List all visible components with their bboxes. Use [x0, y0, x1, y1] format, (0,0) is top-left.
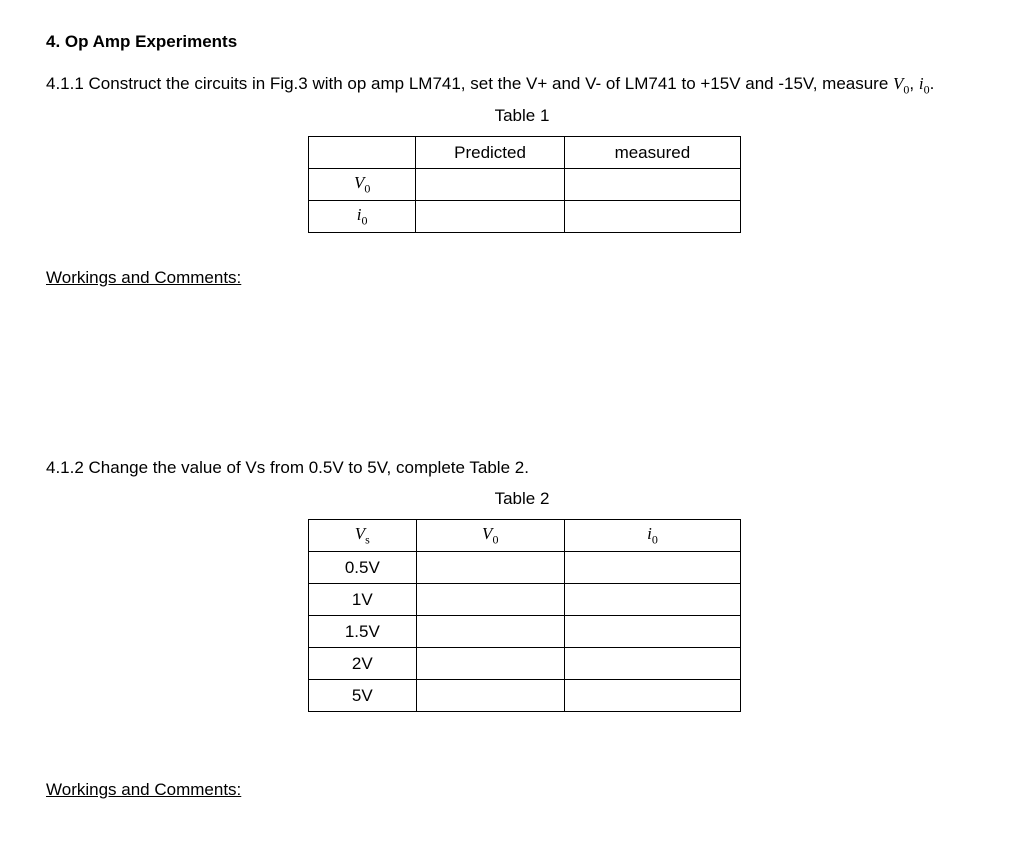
table-2-header-vo: $V_0$	[416, 520, 564, 552]
table-2-vs-value: 2V	[309, 648, 417, 680]
table-1	[308, 136, 741, 233]
table-row	[309, 680, 741, 712]
table-2-vs-value: 0.5V	[309, 552, 417, 584]
table-row	[309, 552, 741, 584]
table-1-header-row	[309, 137, 741, 169]
table-2-cell[interactable]	[564, 680, 740, 712]
io-symbol: $i_0$	[918, 74, 930, 97]
table-1-cell-vo-predicted[interactable]	[416, 169, 564, 201]
table-1-row-label: $i_0$	[309, 201, 416, 233]
table-2-header-vs: $V_s$	[309, 520, 417, 552]
table-2-cell[interactable]	[564, 584, 740, 616]
table-2-vs-value: 1.5V	[309, 616, 417, 648]
table-1-header-empty	[309, 137, 416, 169]
table-2-caption: Table 2	[494, 489, 550, 508]
table-1-cell-vo-measured[interactable]	[564, 169, 740, 201]
table-2-cell[interactable]	[564, 616, 740, 648]
vo-symbol: $V_0$	[893, 74, 910, 97]
section-heading: 4. Op Amp Experiments	[46, 32, 238, 51]
table-1-header-measured: measured	[564, 137, 740, 169]
table-2-vs-value: 5V	[309, 680, 417, 712]
instruction-4-1-1: 4.1.1 Construct the circuits in Fig.3 with op amp LM741, set the V+ and V- of LM741 to +15V and -15V, measure $V_0$, $i_0$.	[46, 74, 935, 97]
table-2-cell[interactable]	[416, 584, 564, 616]
table-1-row-label: $V_0$	[309, 169, 416, 201]
table-2-cell[interactable]	[416, 648, 564, 680]
instruction-text: 4.1.1 Construct the circuits in Fig.3 with op amp LM741, set the V+ and V- of LM741 to +15V and -15V, measure	[46, 74, 894, 93]
table-1-header-predicted: Predicted	[416, 137, 564, 169]
table-1-cell-io-predicted[interactable]	[416, 201, 564, 233]
table-1-caption: Table 1	[494, 106, 550, 125]
table-1-row-vo	[309, 169, 741, 201]
table-2-cell[interactable]	[416, 616, 564, 648]
table-1-row-io	[309, 201, 741, 233]
table-1-cell-io-measured[interactable]	[564, 201, 740, 233]
table-2-cell[interactable]	[564, 552, 740, 584]
table-2	[308, 519, 741, 712]
table-2-cell[interactable]	[564, 648, 740, 680]
table-row	[309, 648, 741, 680]
table-row	[309, 584, 741, 616]
workings-comments-label-1: Workings and Comments:	[46, 268, 242, 287]
table-2-cell[interactable]	[416, 552, 564, 584]
table-row	[309, 616, 741, 648]
workings-comments-label-2: Workings and Comments:	[46, 780, 242, 799]
table-2-cell[interactable]	[416, 680, 564, 712]
table-2-header-io: $i_0$	[564, 520, 740, 552]
instruction-4-1-2: 4.1.2 Change the value of Vs from 0.5V to 5V, complete Table 2.	[46, 458, 529, 477]
table-2-vs-value: 1V	[309, 584, 417, 616]
table-2-header-row	[309, 520, 741, 552]
